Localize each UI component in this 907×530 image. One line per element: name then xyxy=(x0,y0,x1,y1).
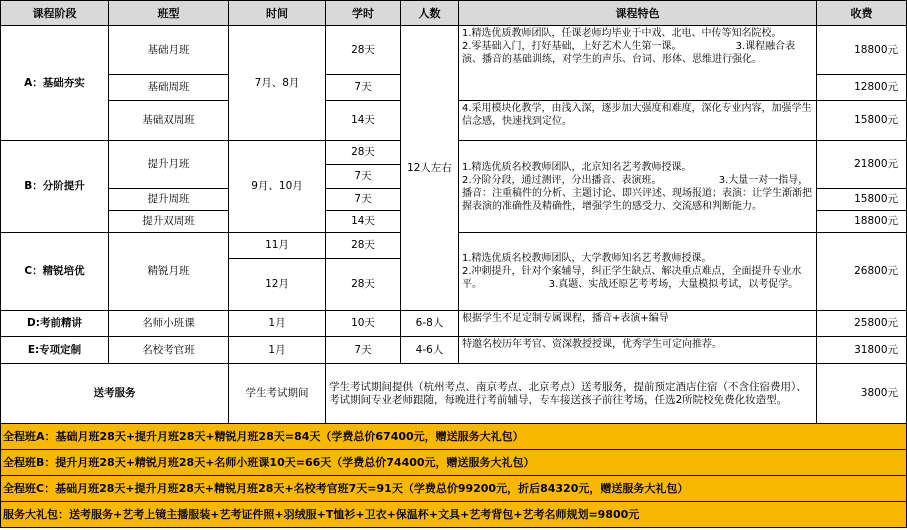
service-label: 送考服务 xyxy=(1,364,229,424)
class-name: 提升月班 xyxy=(109,141,229,189)
class-time: 1月 xyxy=(229,337,326,364)
class-fee: 21800元 xyxy=(817,141,907,189)
class-hours: 7天 xyxy=(326,189,401,211)
class-hours: 7天 xyxy=(326,165,401,189)
package-b: 全程班B：提升月班28天+精锐月班28天+名师小班课10天=66天（学费总价74400元，赠送服务大礼包） xyxy=(1,450,907,476)
class-name: 名师小班课 xyxy=(109,311,229,337)
package-row xyxy=(1,424,907,450)
class-hours: 14天 xyxy=(326,211,401,233)
stage-e-features: 特邀名校历年考官、资深教授授课，优秀学生可定向推荐。 xyxy=(459,337,817,364)
class-fee: 12800元 xyxy=(817,75,907,101)
stage-b-time: 9月、10月 xyxy=(229,141,326,233)
class-hours: 14天 xyxy=(326,101,401,141)
class-name: 基础月班 xyxy=(109,26,229,75)
package-row xyxy=(1,502,907,528)
package-row xyxy=(1,476,907,502)
header-hours: 学时 xyxy=(326,1,401,26)
class-fee: 31800元 xyxy=(817,337,907,364)
class-name: 提升周班 xyxy=(109,189,229,211)
class-name: 精锐月班 xyxy=(109,233,229,311)
table-header-row xyxy=(1,1,907,26)
class-time: 1月 xyxy=(229,311,326,337)
package-c: 全程班C：基础月班28天+提升月班28天+精锐月班28天+名校考官班7天=91天（学费总价99200元，折后84320元，赠送服务大礼包） xyxy=(1,476,907,502)
class-hours: 7天 xyxy=(326,75,401,101)
service-description: 学生考试期间提供（杭州考点、南京考点、北京考点）送考服务，提前预定酒店住宿（不含住宿费用）、考试期间专业老师跟随，每晚进行考前辅导，专车接送孩子前往考场，任选2所院校免费化妆造型。 xyxy=(326,364,817,424)
stage-d-label: D:考前精讲 xyxy=(1,311,109,337)
table-row xyxy=(1,26,907,75)
header-time: 时间 xyxy=(229,1,326,26)
package-row xyxy=(1,450,907,476)
stage-b-label: B：分阶提升 xyxy=(1,141,109,233)
class-hours: 28天 xyxy=(326,141,401,165)
stage-a-features-continued: 4.采用模块化教学，由浅入深，逐步加大强度和难度，深化专业内容，加强学生信念感，快速找到定位。 xyxy=(459,101,817,141)
stage-a-label: A：基础夯实 xyxy=(1,26,109,141)
class-hours: 28天 xyxy=(326,233,401,259)
class-name: 基础周班 xyxy=(109,75,229,101)
stage-c-features: 1.精选优质名校教师团队，大学教师知名艺考教师授课。 2.冲刺提升，针对个案辅导，纠正学生缺点、解决重点难点，全面提升专业水平。 3.真题、实战还原艺考考场，大量模拟考试，以考促学。 xyxy=(459,233,817,311)
class-hours: 28天 xyxy=(326,26,401,75)
stage-c-label: C：精锐培优 xyxy=(1,233,109,311)
class-fee: 15800元 xyxy=(817,101,907,141)
service-row xyxy=(1,364,907,424)
class-name: 名校考官班 xyxy=(109,337,229,364)
class-fee: 18800元 xyxy=(817,211,907,233)
class-people: 6-8人 xyxy=(401,311,459,337)
class-time: 11月 xyxy=(229,233,326,259)
header-fee: 收费 xyxy=(817,1,907,26)
service-time: 学生考试期间 xyxy=(229,364,326,424)
class-hours: 7天 xyxy=(326,337,401,364)
class-fee: 26800元 xyxy=(817,233,907,311)
table-row xyxy=(1,311,907,337)
stage-e-label: E:专项定制 xyxy=(1,337,109,364)
class-name: 提升双周班 xyxy=(109,211,229,233)
class-name: 基础双周班 xyxy=(109,101,229,141)
header-class-type: 班型 xyxy=(109,1,229,26)
table-row xyxy=(1,337,907,364)
stage-d-features: 根据学生不足定制专属课程，播音+表演+编导 xyxy=(459,311,817,337)
class-time: 12月 xyxy=(229,259,326,311)
people-shared: 12人左右 xyxy=(401,26,459,311)
stage-a-time: 7月、8月 xyxy=(229,26,326,141)
class-people: 4-6人 xyxy=(401,337,459,364)
header-people: 人数 xyxy=(401,1,459,26)
package-a: 全程班A：基础月班28天+提升月班28天+精锐月班28天=84天（学费总价67400元，赠送服务大礼包） xyxy=(1,424,907,450)
header-features: 课程特色 xyxy=(459,1,817,26)
class-fee: 15800元 xyxy=(817,189,907,211)
class-hours: 10天 xyxy=(326,311,401,337)
stage-a-features: 1.精选优质教师团队，任课老师均毕业于中戏、北电、中传等知名院校。 2.零基础入门，打好基础，上好艺术人生第一课。 3.课程融合表演、播音的基础训练，对学生的声乐、台词、形体、思维进行强化。 xyxy=(459,26,817,101)
service-gift-pack: 服务大礼包：送考服务+艺考上镜主播服装+艺考证件照+羽绒服+T恤衫+卫衣+保温杯+文具+艺考背包+艺考名师规划=9800元 xyxy=(1,502,907,528)
class-fee: 18800元 xyxy=(817,26,907,75)
header-stage: 课程阶段 xyxy=(1,1,109,26)
service-fee: 3800元 xyxy=(817,364,907,424)
class-fee: 25800元 xyxy=(817,311,907,337)
class-hours: 28天 xyxy=(326,259,401,311)
stage-b-features: 1.精选优质名校教师团队，北京知名艺考教师授课。 2.分阶分段，通过测评，分出播音、表演班。 3.大量一对一指导，播音：注重稿件的分析、主题讨论、即兴评述、现场报道；表演：让学生渐渐把握表演的准确性及精确性，增强学生的感受力、交流感和判断能力。 xyxy=(459,141,817,233)
